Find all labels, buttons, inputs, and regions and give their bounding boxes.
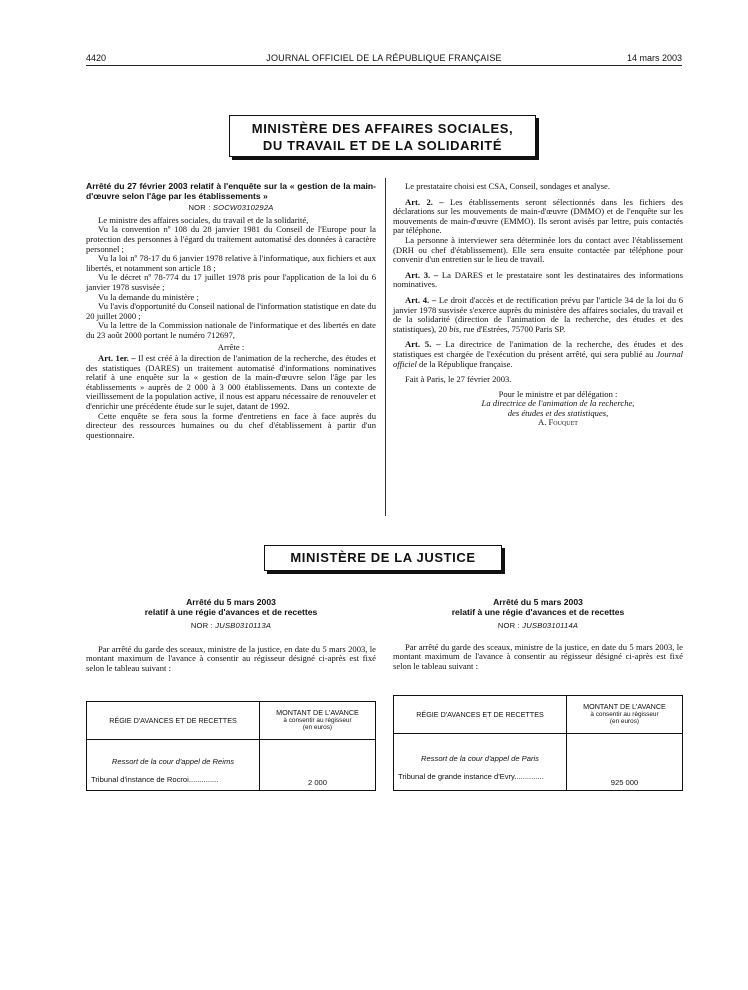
col-header-regie: RÉGIE D'AVANCES ET DE RECETTES [394, 696, 567, 734]
arrete1-fait: Fait à Paris, le 27 février 2003. [405, 374, 512, 385]
arrete1-article-2-p2: La personne à interviewer sera déterminée lors du contact avec l'établissement (DRH ou chef d'établissement). Elle sera ensuite contactée par téléphone pour convenir d'un entretien sur le lieu de travail. [393, 234, 683, 265]
justice-left-title1: Arrêté du 5 mars 2003 [186, 597, 276, 607]
amount-value: 2 000 [260, 740, 376, 791]
ministry-justice-title: MINISTÈRE DE LA JUSTICE [290, 550, 476, 565]
art5-end: de la République française. [416, 358, 513, 369]
table-row [87, 740, 376, 791]
arrete1-prestataire: Le prestataire choisi est CSA, Conseil, sondages et analyse. [405, 181, 611, 191]
justice-right-table [393, 695, 683, 791]
leader-dots: .............. [188, 775, 219, 784]
art4-end: rue d'Estrées, 75700 Paris SP. [461, 323, 566, 334]
arrete1-visa-convention: Vu la convention nº 108 du 28 janvier 1981 du Conseil de l'Europe pour la protection des personnes à l'égard du traitement automatisé des données à caractère personnel ; [86, 224, 376, 254]
montant-line1: MONTANT DE L'AVANCE [276, 708, 359, 718]
arrete1-title: Arrêté du 27 février 2003 relatif à l'enquête sur la « gestion de la main-d'œuvre selon l'âge par les établissements » [86, 181, 376, 201]
column-divider [385, 178, 386, 516]
col-header-regie: RÉGIE D'AVANCES ET DE RECETTES [87, 702, 260, 740]
justice-left-table [86, 701, 376, 791]
arrete1-visa-decret: Vu le décret nº 78-774 du 17 juillet 1978 pris pour l'application de la loi du 6 janvier 1978 susvisée ; [86, 272, 376, 292]
nor-label: NOR : [190, 621, 216, 630]
art4-bis: bis, [449, 323, 462, 334]
ministry-justice-box [264, 545, 502, 571]
ressort-label: Ressort de la cour d'appel de Reims [111, 757, 235, 766]
justice-right-title1: Arrêté du 5 mars 2003 [493, 597, 583, 607]
montant-line3: (en euros) [302, 724, 333, 732]
arrete1-visa-demande: Vu la demande du ministère ; [98, 291, 199, 302]
art1-text: Il est créé à la direction de l'animation de la recherche, des études et des statistiques (DARES) un traitement automatisé d'informations nominatives relatif à une enquête sur la « gestion de la main-d'œuvre selon l'âge par les établissements » auprès de 2 000 à 3 000 établissements. Dans un contexte de vieillissement de la population active, il nous est apparu nécessaire de renouveler et d'enrichir une précédente étude sur le sujet, datant de 1992. [86, 353, 376, 412]
col-header-montant [260, 702, 376, 740]
art4-text: Le droit d'accès et de rectification prévu par l'article 34 de la loi du 6 janvier 1978 susvisée s'exerce auprès du ministère des affaires sociales, du travail et de la solidarité (direction de l'animation de la recherche, des études et des statistiques), 20 [393, 294, 683, 334]
arrete1-minister: Le ministre des affaires sociales, du travail et de la solidarité, [98, 214, 309, 225]
ministry-social-affairs-box [229, 115, 536, 157]
signature-line3: des études et des statistiques, [507, 407, 609, 418]
art4-label: Art. 4. – [405, 294, 437, 305]
journal-name: JOURNAL OFFICIEL DE LA RÉPUBLIQUE FRANÇAISE [266, 53, 502, 63]
arrete1-nor [86, 203, 376, 213]
signature-name: A. Fouquet [538, 417, 578, 428]
arrete1-arrete-word: Arrête : [217, 341, 245, 352]
justice-left-nor [86, 621, 376, 631]
tribunal-label [87, 766, 259, 786]
art2-text: Les établissements seront sélectionnés dans les fichiers des déclarations sur les mouvements de main-d'œuvre (DMMO) et de l'enquête sur les mouvements de main-d'œuvre (EMMO). Ils seront avisés par lettre, puis contactés par téléphone. [393, 196, 683, 236]
issue-date: 14 mars 2003 [626, 53, 682, 63]
nor-code: JUSB0310114A [522, 621, 579, 630]
col-header-montant [567, 696, 683, 734]
nor-label: NOR : [497, 621, 523, 630]
art3-text: La DARES et le prestataire sont les destinataires des informations nominatives. [393, 269, 684, 290]
regie-cell [87, 740, 260, 791]
table-header-row [394, 696, 683, 734]
art2-label: Art. 2. – [405, 196, 444, 207]
art3-label: Art. 3. – [405, 269, 439, 280]
arrete1-signature [393, 390, 683, 428]
montant-line1: MONTANT DE L'AVANCE [583, 702, 666, 712]
table-row [394, 734, 683, 791]
art5-label: Art. 5. – [405, 339, 441, 350]
nor-code: JUSB0310113A [215, 621, 272, 630]
arrete1-article-1-p2: Cette enquête se fera sous la forme d'entretiens en face à face auprès du directeur des ressources humaines ou du chef d'établissement à partir d'un questionnaire. [86, 410, 376, 440]
arrete1-article-5 [393, 340, 683, 369]
arrete1-visa-avis: Vu l'avis d'opportunité du Conseil national de l'information statistique en date du 20 juillet 2000 ; [86, 301, 376, 321]
justice-left-title2: relatif à une régie d'avances et de recettes [144, 607, 318, 617]
justice-right-nor [393, 621, 683, 631]
montant-line3: (en euros) [609, 718, 640, 726]
tribunal-label [394, 763, 566, 783]
tribunal-name: Tribunal de grande instance d'Evry [398, 772, 515, 781]
ministry-title-line2: DU TRAVAIL ET DE LA SOLIDARITÉ [262, 138, 503, 153]
art1-label: Art. 1er. – [98, 353, 136, 364]
arrete1-article-3 [393, 271, 683, 290]
signature-line1: Pour le ministre et par délégation : [498, 388, 618, 399]
arrete1-article-2 [393, 198, 683, 236]
signature-line2: La directrice de l'animation de la recherche, [481, 398, 635, 409]
nor-code: SOCW0310292A [212, 203, 274, 213]
ministry-title-line1: MINISTÈRE DES AFFAIRES SOCIALES, [251, 121, 514, 136]
justice-arrete-right [393, 597, 683, 671]
art5-text: La directrice de l'animation de la recherche, des études et des statistiques est chargée de l'exécution du présent arrêté, qui sera publié au [393, 339, 683, 359]
justice-right-title2: relatif à une régie d'avances et de recettes [451, 607, 625, 617]
justice-left-text: Par arrêté du garde des sceaux, ministre de la justice, en date du 5 mars 2003, le montant maximum de l'avance à consentir au régisseur désigné ci-après est fixé selon le tableau suivant : [86, 643, 376, 673]
arrete1-article-4 [393, 296, 683, 334]
tribunal-name: Tribunal d'instance de Rocroi [91, 775, 189, 784]
regie-cell [394, 734, 567, 791]
nor-label: NOR : [188, 203, 213, 213]
arrete1-visa-lettre: Vu la lettre de la Commission nationale de l'informatique et des libertés en date du 23 août 2000 portant le numéro 712697, [86, 320, 376, 340]
page-number: 4420 [86, 53, 107, 63]
montant-line2: à consentir au régisseur [590, 710, 659, 718]
amount-value: 925 000 [567, 734, 683, 791]
arrete1-visa-loi: Vu la loi nº 78-17 du 6 janvier 1978 relative à l'informatique, aux fichiers et aux libertés, et notamment son article 18 ; [86, 253, 376, 273]
arrete1-left-column [86, 182, 376, 440]
arrete1-right-column [393, 182, 683, 428]
ressort-label: Ressort de la cour d'appel de Paris [421, 754, 539, 763]
table-header-row [87, 702, 376, 740]
justice-arrete-left [86, 597, 376, 673]
montant-line2: à consentir au régisseur [283, 716, 352, 724]
header-rule [86, 65, 682, 66]
art5-jo: Journal officiel [393, 348, 683, 369]
arrete1-article-1 [86, 354, 376, 412]
justice-right-text: Par arrêté du garde des sceaux, ministre de la justice, en date du 5 mars 2003, le montant maximum de l'avance à consentir au régisseur désigné ci-après est fixé selon le tableau suivant : [393, 641, 683, 671]
leader-dots: .............. [514, 772, 544, 781]
